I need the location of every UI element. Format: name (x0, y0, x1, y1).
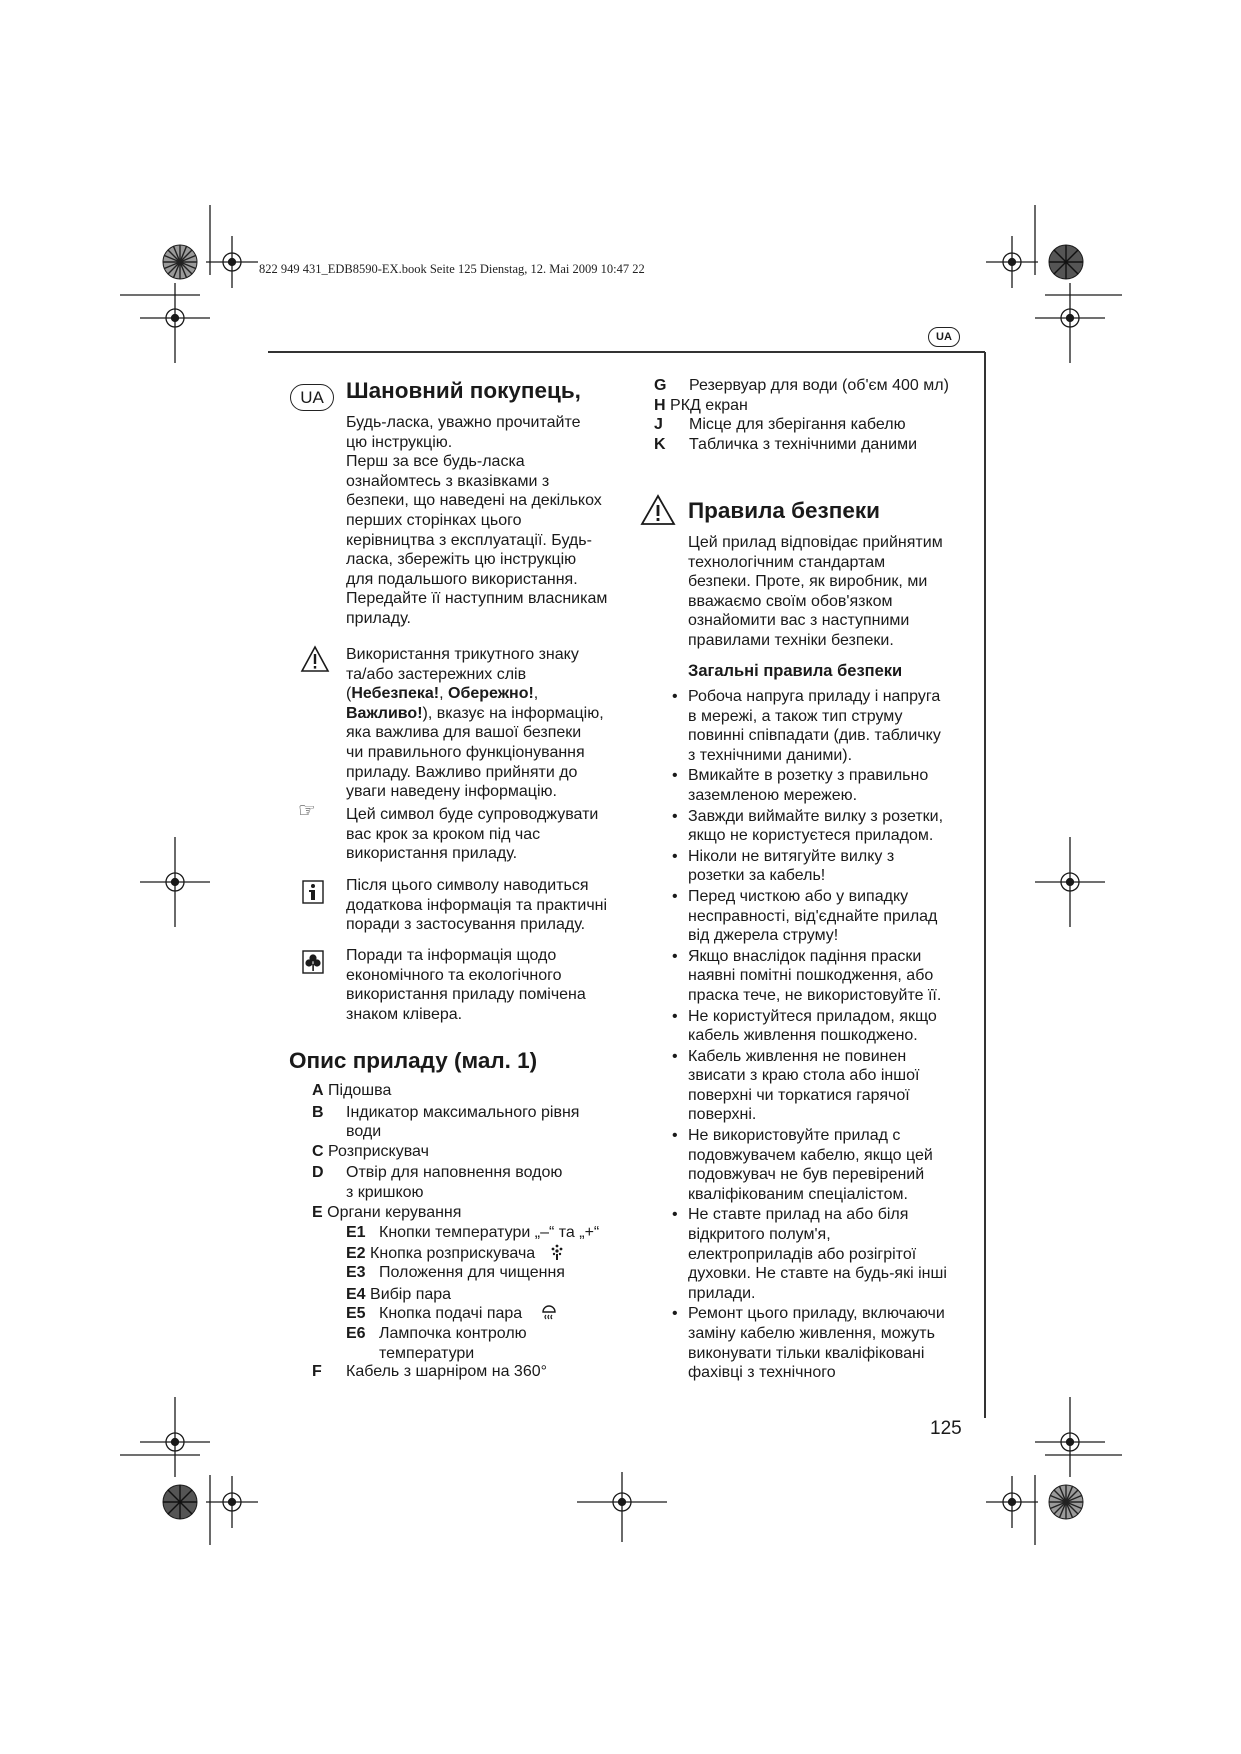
info-symbol-explanation: Після цього символу наводиться додаткова інформація та практичні поради з застосування приладу. (346, 877, 608, 934)
list-item: • Не використовуйте прилад с подовжувачем кабелю, якщо цей подовжувач не був перевірений кваліфікованим спеціалістом. (672, 1127, 933, 1203)
bullet-icon: • (672, 947, 678, 965)
list-item: • Ніколи не витягуйте вилку з розетки за кабель! (672, 847, 895, 885)
parts-list-continued (654, 376, 984, 454)
list-item: E4 Вибір пара (346, 1285, 452, 1303)
list-item: A Підошва (312, 1082, 392, 1099)
bullet-icon: • (672, 1127, 678, 1145)
list-item: E2 Кнопка розприскувача (346, 1243, 646, 1264)
general-safety-title: Загальні правила безпеки (688, 662, 903, 680)
warning-explanation: Використання трикутного знаку та/або застережних слів (Небезпека!, Обережно!, Важливо!), вказує на інформацію, яка важлива для вашої безпеки чи правильного функціонування приладу. Важливо прийняти до уваги наведену інформацію. (346, 646, 604, 801)
list-item: G Резервуар для води (об'єм 400 мл) (654, 377, 949, 394)
list-item: E3 Положення для чищення (346, 1264, 565, 1282)
list-item: • Кабель живлення не повинен звисати з краю стола або іншої поверхні чи торкатися гарячої поверхні. (672, 1047, 920, 1124)
safety-title: Правила безпеки (688, 498, 880, 523)
clover-icon (302, 950, 324, 974)
bullet-icon: • (672, 688, 678, 705)
list-item: • Ремонт цього приладу, включаючи заміну кабелю живлення, можуть виконувати тільки кваліфіковані фахівці з технічного (672, 1305, 945, 1382)
list-item: E1 Кнопки температури „–“ та „+“ (346, 1224, 600, 1241)
list-item: E Органи керування (312, 1203, 462, 1221)
bullet-icon: • (672, 1007, 678, 1025)
bullet-icon: • (672, 1305, 678, 1323)
list-item: E5 Кнопка подачі пара (346, 1304, 646, 1324)
spray-icon (548, 1243, 566, 1261)
clover-symbol-explanation: Поради та інформація щодо економічного та екологічного використання приладу помічена знаком клівера. (346, 947, 586, 1023)
bullet-icon: • (672, 887, 678, 905)
language-circle-icon: UA (290, 384, 334, 411)
part-f (312, 1362, 642, 1382)
pointing-hand-icon: ☞ (298, 798, 316, 822)
right-rule (984, 352, 986, 1418)
list-item: K Табличка з технічними даними (654, 435, 918, 453)
bullet-icon: • (672, 807, 678, 825)
list-item: • Вмикайте в розетку з правильно заземленою мережею. (672, 767, 929, 804)
list-item: • Перед чисткою або у випадку несправності, від'єднайте прилад від джерела струму! (672, 887, 938, 945)
intro-paragraph: Будь-ласка, уважно прочитайте цю інструкцію. Перш за все будь-ласка ознайомтесь з вказівками з безпеки, що наведені на декількох перших сторінках цього керівництва з експлуатації. Будь- ласка, збережіть цю інструкцію для подальшого використання. Передайте її наступним власникам приладу. (346, 414, 608, 627)
description-title: Опис приладу (мал. 1) (289, 1048, 538, 1073)
list-item: • Не ставте прилад на або біля відкритого полум'я, електроприладів або розігрітої духовки. Не ставте на будь-які інші прилади. (672, 1206, 947, 1302)
list-item: B Індикатор максимального рівня (312, 1103, 580, 1121)
bullet-icon: • (672, 767, 678, 785)
info-icon (302, 880, 324, 904)
steam-icon (540, 1303, 558, 1323)
language-badge: UA (928, 327, 960, 347)
safety-intro: Цей прилад відповідає прийнятим технологічним стандартам безпеки. Проте, як виробник, ми вважаємо своїм обов'язком ознайомити вас з наступними правилами техніки безпеки. (688, 534, 943, 649)
bullet-icon: • (672, 1047, 678, 1065)
controls-list: E1 Кнопки температури „–“ та „+“ E2 Кнопка розприскувача E3 Положення для чищення E4 Вибір пара E5 Кнопка подачі пара E6 Лампочка контролю температури (346, 1223, 646, 1363)
list-item: • Робоча напруга приладу і напруга в мережі, а також тип струму повинні співпадати (див. табличку з технічними даними). (672, 688, 941, 764)
page-number: 125 (930, 1418, 962, 1439)
list-item: C Розприскувач (312, 1142, 429, 1160)
list-item: • Не користуйтеся приладом, якщо кабель живлення пошкоджено. (672, 1007, 937, 1045)
bullet-icon: • (672, 847, 678, 865)
bullet-icon: • (672, 1206, 678, 1224)
list-item: H РКД екран (654, 396, 748, 414)
list-item: • Якщо внаслідок падіння праски наявні помітні пошкодження, або праска тече, не використовуйте її. (672, 947, 942, 1004)
list-item: E6 Лампочка контролю (346, 1324, 527, 1342)
warning-triangle-icon (640, 494, 676, 526)
warning-word-important: Важливо! (346, 704, 423, 722)
warning-word-danger: Небезпека! (351, 685, 440, 703)
list-item: • Завжди виймайте вилку з розетки, якщо не користуєтеся приладом. (672, 807, 944, 845)
hand-symbol-explanation: Цей символ буде супроводжувати вас крок за кроком під час використання приладу. (346, 806, 599, 863)
warning-triangle-icon (300, 645, 330, 673)
print-header-info: 822 949 431_EDB8590-EX.book Seite 125 Dienstag, 12. Mai 2009 10:47 22 (259, 262, 645, 276)
list-item: D Отвір для наповнення водою (312, 1164, 563, 1182)
parts-list: A Підошва B Індикатор максимального рівня води C Розприскувач D Отвір для наповнення водою з кришкою E Органи керування (312, 1081, 642, 1222)
top-rule (268, 351, 985, 353)
safety-bullet-list (672, 687, 982, 1384)
list-item: F Кабель з шарніром на 360° (312, 1363, 548, 1380)
list-item: J Місце для зберігання кабелю (654, 416, 906, 434)
greeting-title: Шановний покупець, (346, 378, 581, 403)
warning-word-caution: Обережно! (448, 685, 534, 703)
